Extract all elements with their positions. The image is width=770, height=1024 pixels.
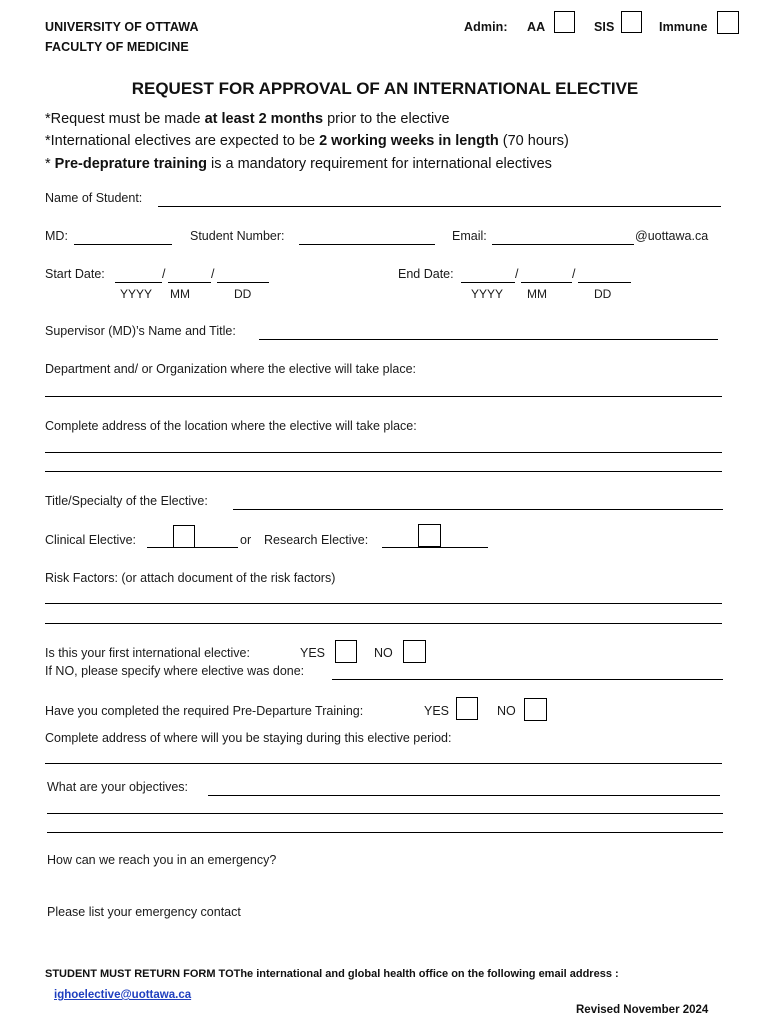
date-separator: / [162, 267, 166, 281]
pre-departure-yes-checkbox[interactable] [456, 697, 478, 720]
start-mm-hint: MM [170, 287, 190, 301]
if-no-label: If NO, please specify where elective was done: [45, 664, 305, 678]
department-label: Department and/ or Organization where the elective will take place: [45, 362, 417, 376]
email-domain: @uottawa.ca [635, 229, 709, 243]
sis-label: SIS [594, 20, 615, 34]
risk-factors-field-2[interactable] [45, 623, 722, 624]
pre-departure-yes-label: YES [424, 704, 450, 718]
title-specialty-field[interactable] [233, 509, 723, 510]
student-number-field[interactable] [299, 244, 435, 245]
risk-factors-field-1[interactable] [45, 603, 722, 604]
university-name: UNIVERSITY OF OTTAWA [45, 20, 199, 34]
research-elective-underline [382, 547, 488, 548]
first-intl-no-checkbox[interactable] [403, 640, 426, 663]
note-pre-departure: * Pre-depraturе training is a mandatory requirement for international electives [45, 156, 552, 172]
end-mm-hint: MM [527, 287, 547, 301]
end-dd-hint: DD [594, 287, 612, 301]
clinical-elective-checkbox[interactable] [173, 525, 195, 548]
return-instructions: STUDENT MUST RETURN FORM TOThe international and global health office on the following email address : [45, 968, 619, 980]
student-number-label: Student Number: [190, 229, 285, 243]
location-address-field-2[interactable] [45, 471, 722, 472]
pre-departure-label: Have you completed the required Pre-Departure Training: [45, 704, 364, 718]
location-address-field-1[interactable] [45, 452, 722, 453]
first-intl-no-label: NO [374, 646, 393, 660]
first-intl-yes-label: YES [300, 646, 326, 660]
end-date-label: End Date: [398, 267, 454, 281]
emergency-contact-label: Please list your emergency contact [47, 905, 241, 919]
start-date-day-field[interactable] [217, 282, 269, 283]
objectives-label: What are your objectives: [47, 780, 189, 794]
md-label: MD: [45, 229, 68, 243]
end-yyyy-hint: YYYY [471, 287, 504, 301]
date-separator: / [211, 267, 215, 281]
stay-address-label: Complete address of where will you be staying during this elective period: [45, 731, 452, 745]
objectives-field-2[interactable] [47, 813, 723, 814]
name-of-student-field[interactable] [158, 206, 721, 207]
aa-label: AA [527, 20, 546, 34]
clinical-elective-label: Clinical Elective: [45, 533, 137, 547]
note-elective-length: *International electives are expected to be 2 working weeks in length (70 hours) [45, 133, 569, 149]
supervisor-field[interactable] [259, 339, 718, 340]
first-intl-elective-label: Is this your first international elective: [45, 646, 250, 660]
stay-address-field[interactable] [45, 763, 722, 764]
date-separator: / [515, 267, 519, 281]
start-date-year-field[interactable] [115, 282, 162, 283]
objectives-field-3[interactable] [47, 832, 723, 833]
immune-label: Immune [659, 20, 708, 34]
department-field[interactable] [45, 396, 722, 397]
end-date-year-field[interactable] [461, 282, 515, 283]
sis-checkbox[interactable] [621, 11, 642, 33]
revision-date: Revised November 2024 [576, 1004, 709, 1016]
immune-checkbox[interactable] [717, 11, 739, 34]
risk-factors-label: Risk Factors: (or attach document of the risk factors) [45, 571, 336, 585]
note-request-timing: *Request must be made at least 2 months prior to the elective [45, 111, 450, 127]
research-elective-checkbox[interactable] [418, 524, 441, 547]
start-dd-hint: DD [234, 287, 252, 301]
email-label: Email: [452, 229, 487, 243]
start-date-label: Start Date: [45, 267, 105, 281]
end-date-month-field[interactable] [521, 282, 572, 283]
name-of-student-label: Name of Student: [45, 191, 143, 205]
end-date-day-field[interactable] [578, 282, 631, 283]
date-separator: / [572, 267, 576, 281]
if-no-field[interactable] [332, 679, 723, 680]
or-label: or [240, 533, 252, 547]
office-email-link[interactable]: ighoelective@uottawa.ca [54, 989, 192, 1001]
form-title: REQUEST FOR APPROVAL OF AN INTERNATIONAL ELECTIVE [131, 79, 639, 98]
research-elective-label: Research Elective: [264, 533, 369, 547]
first-intl-yes-checkbox[interactable] [335, 640, 357, 663]
pre-departure-no-checkbox[interactable] [524, 698, 547, 721]
start-yyyy-hint: YYYY [120, 287, 153, 301]
aa-checkbox[interactable] [554, 11, 575, 33]
faculty-name: FACULTY OF MEDICINE [45, 40, 189, 54]
location-address-label: Complete address of the location where the elective will take place: [45, 419, 417, 433]
admin-label: Admin: [464, 20, 508, 34]
email-field[interactable] [492, 244, 634, 245]
emergency-reach-label: How can we reach you in an emergency? [47, 853, 277, 867]
objectives-field-1[interactable] [208, 795, 720, 796]
start-date-month-field[interactable] [168, 282, 211, 283]
pre-departure-no-label: NO [497, 704, 516, 718]
title-specialty-label: Title/Specialty of the Elective: [45, 494, 208, 508]
md-field[interactable] [74, 244, 172, 245]
supervisor-label: Supervisor (MD)’s Name and Title: [45, 324, 236, 338]
